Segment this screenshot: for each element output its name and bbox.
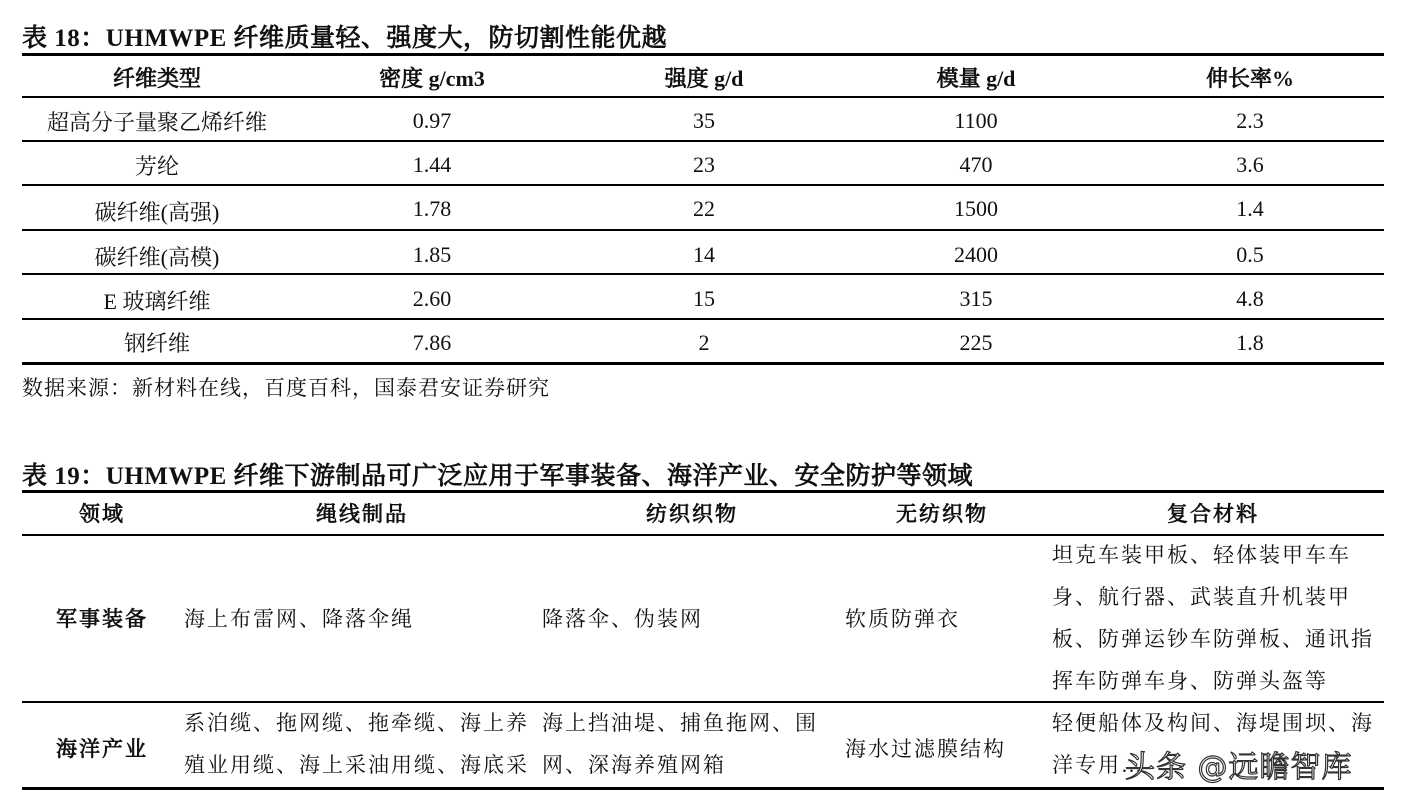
- cell-fiber-type: 碳纤维(高模): [94, 245, 220, 270]
- row-divider: [22, 318, 1384, 320]
- table18-top-rule: [22, 53, 1384, 56]
- table18-header-modulus: 模量 g/d: [936, 66, 1016, 91]
- cell-strength: 22: [693, 196, 715, 221]
- cell-strength: 35: [693, 108, 715, 133]
- cell-density: 1.44: [412, 152, 452, 177]
- table18-bottom-rule: [22, 362, 1384, 365]
- cell-elongation: 2.3: [1236, 108, 1264, 133]
- cell-domain: 海洋产业: [56, 737, 148, 761]
- cell-modulus: 1500: [954, 196, 998, 221]
- cell-elongation: 3.6: [1236, 152, 1264, 177]
- cell-modulus: 2400: [954, 242, 998, 267]
- cell-strength: 14: [693, 242, 715, 267]
- table19-header-nonwoven: 无纺织物: [896, 502, 988, 526]
- cell-density: 1.78: [412, 196, 452, 221]
- table18-header-fiber-type: 纤维类型: [112, 66, 201, 91]
- cell-fiber-type: E 玻璃纤维: [103, 289, 211, 314]
- cell-rope: 海上布雷网、降落伞绳: [184, 607, 414, 631]
- table19-header-composite: 复合材料: [1167, 502, 1259, 526]
- cell-strength: 2: [698, 330, 710, 355]
- table18-header-density: 密度 g/cm3: [379, 66, 485, 91]
- table19-header-textile: 纺织织物: [646, 502, 738, 526]
- table19-title: 表 19：UHMWPE 纤维下游制品可广泛应用于军事装备、海洋产业、安全防护等领域: [22, 463, 974, 490]
- cell-textile: 海上挡油堤、捕鱼拖网、围网、深海养殖网箱: [542, 711, 818, 777]
- cell-nonwoven: 海水过滤膜结构: [845, 737, 1006, 761]
- cell-domain: 军事装备: [56, 607, 148, 631]
- table19-header-domain: 领域: [79, 502, 125, 526]
- cell-modulus: 315: [959, 286, 993, 311]
- table19-top-rule: [22, 490, 1384, 493]
- cell-nonwoven: 软质防弹衣: [845, 607, 960, 631]
- table19-bottom-rule: [22, 787, 1384, 790]
- table18-source-note: 数据来源：新材料在线，百度百科，国泰君安证券研究: [22, 376, 550, 400]
- cell-elongation: 0.5: [1236, 242, 1264, 267]
- cell-density: 2.60: [412, 286, 452, 311]
- cell-fiber-type: 碳纤维(高强): [94, 200, 220, 225]
- row-divider: [22, 184, 1384, 186]
- row-divider: [22, 140, 1384, 142]
- cell-elongation: 1.4: [1236, 196, 1264, 221]
- table19-header-rope: 绳线制品: [316, 502, 408, 526]
- cell-elongation: 4.8: [1236, 286, 1264, 311]
- cell-density: 0.97: [412, 108, 452, 133]
- cell-density: 1.85: [412, 242, 452, 267]
- table18-header-rule: [22, 96, 1384, 98]
- table18-header-strength: 强度 g/d: [664, 66, 744, 91]
- cell-strength: 23: [693, 152, 715, 177]
- cell-composite: 坦克车装甲板、轻体装甲车车身、航行器、武装直升机装甲板、防弹运钞车防弹板、通讯指挥车防弹车身、防弹头盔等: [1052, 543, 1374, 693]
- watermark-text: 头条 @远瞻智库: [1125, 750, 1353, 785]
- cell-strength: 15: [693, 286, 715, 311]
- cell-fiber-type: 超高分子量聚乙烯纤维: [46, 110, 267, 135]
- cell-modulus: 225: [959, 330, 993, 355]
- cell-modulus: 470: [959, 152, 993, 177]
- table18-header-elongation: 伸长率%: [1205, 66, 1294, 91]
- cell-composite: 轻便船体及构间、海堤围坝、海洋专用…: [1052, 711, 1374, 777]
- cell-elongation: 1.8: [1236, 330, 1264, 355]
- cell-rope: 系泊缆、拖网缆、拖牵缆、海上养殖业用缆、海上采油用缆、海底采: [184, 711, 529, 777]
- row-divider: [22, 273, 1384, 275]
- cell-density: 7.86: [412, 330, 452, 355]
- cell-fiber-type: 钢纤维: [123, 331, 190, 356]
- cell-fiber-type: 芳纶: [134, 154, 179, 179]
- cell-textile: 降落伞、伪装网: [542, 607, 703, 631]
- cell-modulus: 1100: [954, 108, 998, 133]
- table18-title: 表 18：UHMWPE 纤维质量轻、强度大，防切割性能优越: [22, 25, 668, 52]
- row-divider: [22, 229, 1384, 231]
